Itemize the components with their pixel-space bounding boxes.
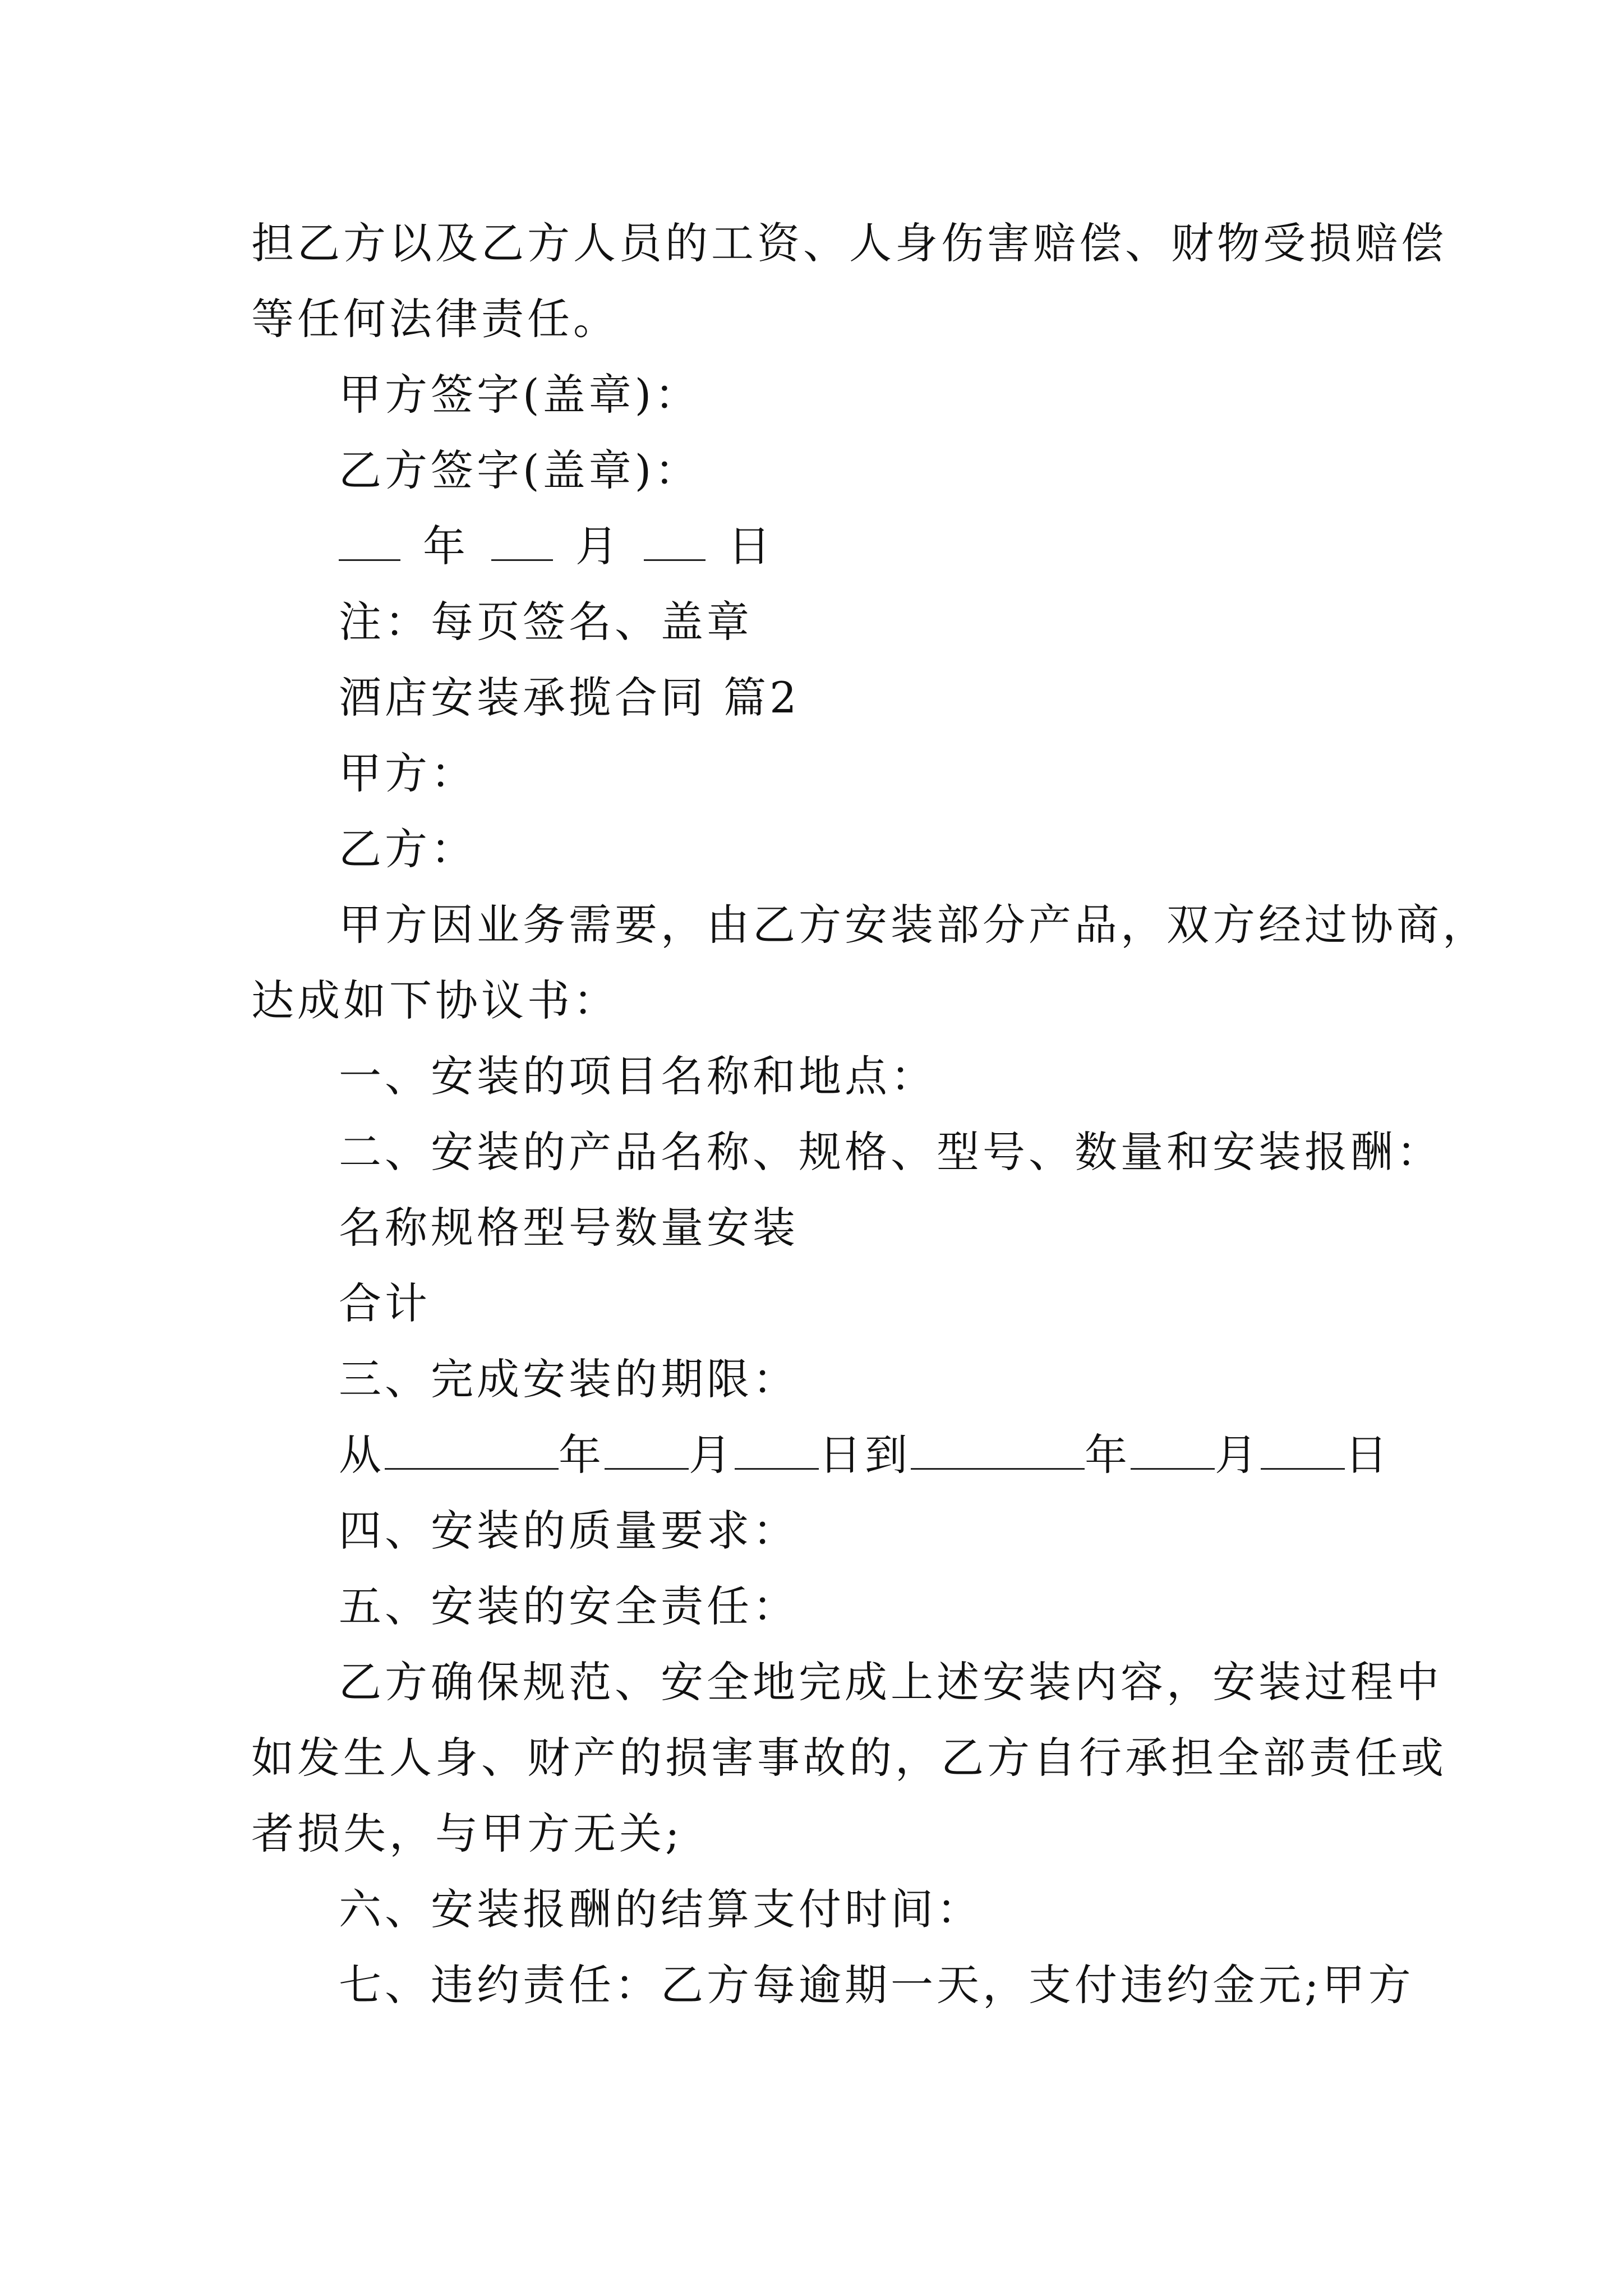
year-blank — [339, 520, 400, 561]
month-label: 月 — [1215, 1430, 1261, 1480]
body-text-line: 如发生人身、财产的损害事故的，乙方自行承担全部责任或 — [251, 1733, 1447, 1783]
total-label: 合计 — [339, 1278, 431, 1328]
clause-5: 五、安装的安全责任： — [339, 1581, 799, 1631]
clause-2: 二、安装的产品名称、规格、型号、数量和安装报酬： — [339, 1127, 1442, 1177]
day-label: 日 — [1345, 1430, 1391, 1480]
month-blank — [605, 1429, 689, 1470]
day-blank — [1261, 1429, 1345, 1470]
year-label: 年 — [1085, 1430, 1131, 1480]
period-date-line — [339, 1428, 1391, 1482]
clause-6: 六、安装报酬的结算支付时间： — [339, 1884, 983, 1934]
body-text-line: 乙方确保规范、安全地完成上述安装内容，安装过程中 — [339, 1657, 1442, 1707]
month-blank — [1131, 1429, 1215, 1470]
day-to-label: 日到 — [819, 1430, 911, 1480]
month-label: 月 — [689, 1430, 735, 1480]
note-text: 注：每页签名、盖章 — [339, 597, 753, 647]
signature-date-line — [339, 519, 1384, 573]
year-blank — [385, 1429, 559, 1470]
party-b-label: 乙方： — [339, 824, 477, 874]
month-blank — [491, 520, 553, 561]
party-a-label: 甲方： — [339, 748, 477, 798]
year-label: 年 — [559, 1430, 605, 1480]
day-label: 日 — [728, 521, 774, 571]
clause-1: 一、安装的项目名称和地点： — [339, 1051, 937, 1101]
party-a-signature-label: 甲方签字(盖章)： — [339, 370, 701, 420]
body-text-line: 担乙方以及乙方人员的工资、人身伤害赔偿、财物受损赔偿 — [251, 218, 1447, 268]
day-blank — [644, 520, 706, 561]
month-label: 月 — [575, 521, 621, 571]
body-text-line: 达成如下协议书： — [251, 976, 619, 1025]
clause-3: 三、完成安装的期限： — [339, 1354, 799, 1404]
year-label: 年 — [423, 521, 469, 571]
from-label: 从 — [339, 1430, 385, 1480]
clause-4: 四、安装的质量要求： — [339, 1506, 799, 1556]
body-text-line: 者损失，与甲方无关; — [251, 1809, 683, 1858]
body-text-line: 等任何法律责任。 — [251, 294, 619, 344]
year-blank — [911, 1429, 1085, 1470]
party-b-signature-label: 乙方签字(盖章)： — [339, 445, 701, 495]
section-heading: 酒店安装承揽合同 篇2 — [339, 673, 800, 723]
table-header-text: 名称规格型号数量安装 — [339, 1203, 799, 1253]
body-text-line: 甲方因业务需要，由乙方安装部分产品，双方经过协商， — [339, 900, 1488, 950]
clause-7: 七、违约责任：乙方每逾期一天，支付违约金元;甲方 — [339, 1960, 1414, 2010]
day-blank — [735, 1429, 819, 1470]
